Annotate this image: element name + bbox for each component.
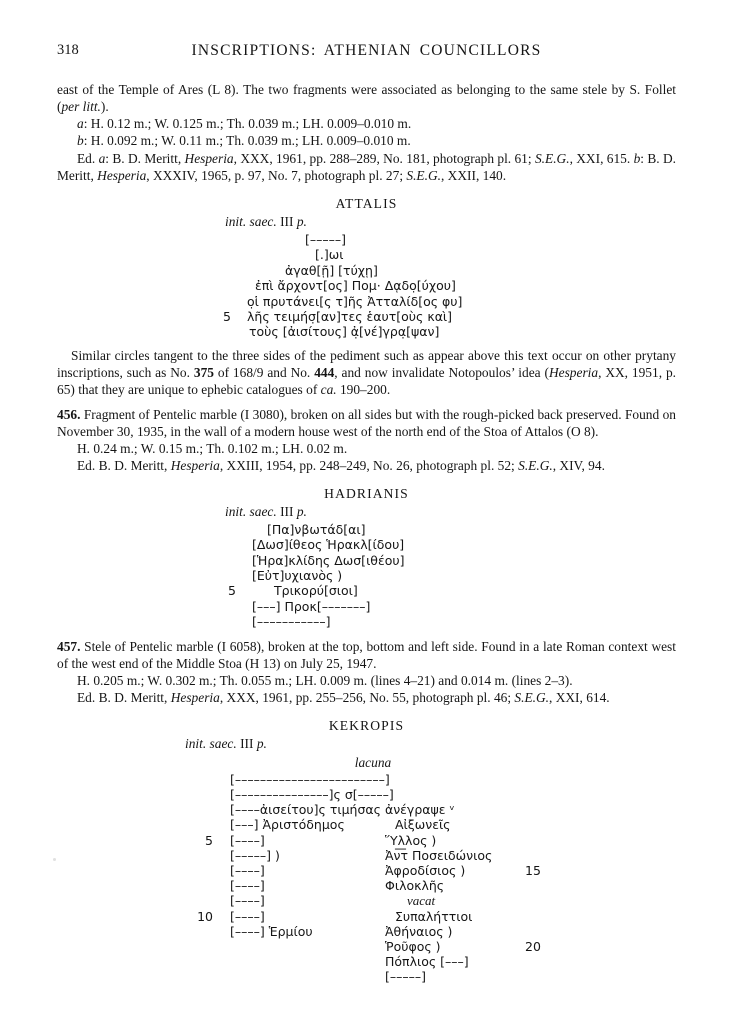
entry-456-edition: Ed. B. D. Meritt, Hesperia, XXIII, 1954, pp. 248–249, No. 26, photograph pl. 52; S.E.G., XIV, 94.	[77, 457, 605, 473]
entry-456-dimensions: H. 0.24 m.; W. 0.15 m.; Th. 0.102 m.; LH. 0.02 m.	[77, 440, 348, 456]
inscription-line: ἀγαθ[ῇ] [τύχῃ]	[285, 262, 378, 278]
inscription-row: [––––] vacat	[57, 893, 676, 908]
attalis-date: init. saec. III p.	[225, 214, 307, 229]
paragraph-similar-circles: Similar circles tangent to the three sides of the pediment such as appear above this text occur on other prytany inscriptions, such as No. 375 of 168/9 and No. 444, and now invalidate Notopoulos’ idea (Hesperia, XX, 1951, p. 65) that they are unique to ephebic catalogues of ca. 190–200.	[57, 347, 676, 397]
inscription-row: [–––––]	[385, 969, 427, 985]
inscription-line: [Δωσ]ίθεος Ἡρακλ[ίδου]	[252, 537, 405, 553]
entry-456-number: 456.	[57, 406, 81, 422]
inscription-line: 5 Τρικορύ[σιοι]	[228, 583, 358, 599]
inscription-row: [––––] Φιλοκλῆς	[230, 878, 445, 894]
inscription-line: [–––––]	[305, 232, 347, 247]
intro-perlitt: per litt.	[61, 99, 101, 114]
inscription-row: [––––ἀισείτου]ς τιμήσας ἀνέγραψε ᵛ	[230, 802, 455, 818]
section-title-hadrianis: HADRIANIS	[324, 485, 409, 501]
dims-b-text: : H. 0.092 m.; W. 0.11 m.; Th. 0.039 m.; LH. 0.009–0.010 m.	[83, 133, 411, 148]
inscription-line: 5 λῆς τειμήσ̣[αν]τες ἑαυτ[οὺς καὶ]	[223, 309, 453, 325]
inscription-line: τοὺς [ἀισίτους] ἀ̣[νέ]γρα̣[ψαν]	[249, 324, 440, 340]
inscription-row: [––––] Ἑρμίου Ἀθήναιος )	[230, 923, 453, 939]
entry-457: 457. Stele of Pentelic marble (I 6058), broken at the top, bottom and left side. Found in a late Roman context west of the west end of the Middle Stoa (H 13) on July 25, 1947.	[57, 638, 676, 671]
inscription-row: Ῥοῦφος ) 20	[385, 938, 541, 954]
section-title-attalis: ATTALIS	[335, 196, 398, 211]
kekropis-date: init. saec. III p.	[185, 735, 267, 751]
inscription-line: [.]ωι	[315, 247, 344, 263]
hadrianis-date: init. saec. III p.	[225, 503, 307, 519]
vacat-label: vacat	[407, 893, 436, 909]
print-artifact	[53, 858, 56, 861]
inscription-row: Πόπλιος [–––]	[385, 954, 469, 970]
dims-a-text: : H. 0.12 m.; W. 0.125 m.; Th. 0.039 m.; LH. 0.009–0.010 m.	[83, 116, 412, 131]
inscription-line: ο̣ἱ πρυτάνει[ς τ]ῆς Ἀτταλίδ[ος φυ]	[247, 293, 463, 309]
section-title-kekropis: KEKROPIS	[328, 717, 405, 733]
intro-close: ).	[100, 99, 109, 114]
hadrianis-inscription	[57, 522, 676, 630]
dimensions-a	[77, 115, 676, 132]
inscription-line: [–––] Προκ[–––––––]	[252, 598, 371, 614]
dims-a-label: a	[77, 116, 84, 131]
entry-456: 456. Fragment of Pentelic marble (I 3080), broken on all sides but with the rough-picked back preserved. Found on November 30, 1935, in the wall of a modern house west of the north end of the Stoa of Attalos (O 8).	[57, 406, 676, 439]
dims-b-label: b	[77, 133, 84, 148]
dimensions-b	[77, 132, 676, 149]
inscription-row: 10 [––––] Συπαλήττιοι	[197, 908, 473, 924]
inscription-line: [Ἡρα]κλίδης Δωσ[ιθέου]	[252, 552, 405, 568]
inscription-line: ἐπὶ ἄρχοντ[ος] Πομ· Δᾳδο̣[ύχου]	[255, 278, 456, 294]
inscription-row: [–––––] ) Ἀν͞τ Ποσειδώνιος	[230, 847, 493, 863]
page-number: 318	[57, 42, 79, 58]
entry-457-dimensions: H. 0.205 m.; W. 0.302 m.; Th. 0.055 m.; LH. 0.009 m. (lines 4–21) and 0.014 m. (lines 2–3).	[77, 672, 573, 688]
entry-457-edition: Ed. B. D. Meritt, Hesperia, XXX, 1961, pp. 255–256, No. 55, photograph pl. 46; S.E.G., XXI, 614.	[77, 689, 610, 705]
inscription-line: [–––––––––––]	[252, 614, 331, 630]
edition-ab: Ed. a: B. D. Meritt, Hesperia, XXX, 1961, pp. 288–289, No. 181, photograph pl. 61; S.E.G., XXI, 615. b: B. D. Meritt, Hesperia, XXXIV, 1965, p. 97, No. 7, photograph pl. 27; S.E.G., XXII, 140.	[57, 151, 676, 183]
intro-text: east of the Temple of Ares (L 8). The two fragments were associated as belonging to the same stele by S. Follet (	[57, 82, 676, 114]
inscription-line: [Εὐτ]υχιανὸς )	[252, 568, 343, 584]
inscription-row: [–––––––––––––––]ς σ[–––––]	[230, 786, 394, 802]
lacuna-label: lacuna	[354, 754, 392, 770]
paragraph-intro	[57, 81, 676, 115]
running-title: INSCRIPTIONS: ATHENIAN COUNCILLORS	[191, 42, 542, 59]
kekropis-inscription	[57, 772, 676, 985]
page-header	[57, 42, 676, 62]
ed-ab-seg: Ed.	[77, 151, 99, 166]
inscription-row: [––––] Ἀφροδίσιος ) 15	[230, 862, 541, 878]
inscription-line: [Πα]νβωτάδ[αι]	[267, 521, 366, 537]
inscription-row: [––––––––––––––––––––––––]	[230, 771, 390, 787]
entry-457-number: 457.	[57, 638, 81, 654]
inscription-row: [–––] Ἀριστόδημος Αἰξωνεῖς	[230, 817, 451, 833]
inscription-row: 5 [––––] Ὕλλος )	[205, 832, 437, 848]
attalis-inscription	[57, 232, 676, 340]
